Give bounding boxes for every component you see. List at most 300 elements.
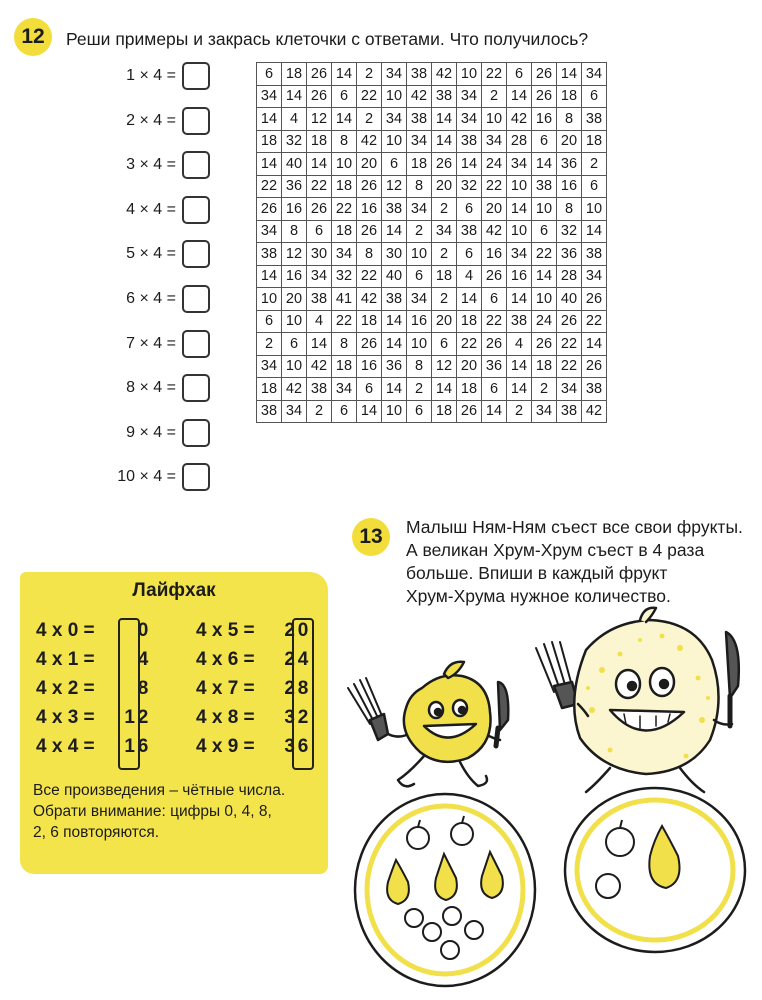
lifehack-units-digit: 6 bbox=[297, 736, 309, 757]
grid-cell[interactable]: 8 bbox=[557, 198, 582, 221]
grid-row bbox=[257, 63, 607, 86]
grid-cell[interactable]: 2 bbox=[407, 220, 432, 243]
grid-cell[interactable]: 10 bbox=[507, 220, 532, 243]
grid-cell[interactable]: 34 bbox=[257, 85, 282, 108]
grid-cell[interactable]: 34 bbox=[457, 85, 482, 108]
grid-cell[interactable]: 20 bbox=[457, 355, 482, 378]
problem-row bbox=[100, 417, 210, 449]
grid-cell[interactable]: 14 bbox=[307, 153, 332, 176]
problem-row bbox=[100, 328, 210, 360]
big-fruit-character bbox=[536, 608, 739, 792]
grid-cell[interactable]: 14 bbox=[557, 63, 582, 86]
grid-cell[interactable]: 26 bbox=[532, 333, 557, 356]
grid-row bbox=[257, 400, 607, 423]
grid-cell[interactable]: 6 bbox=[357, 378, 382, 401]
grid-cell[interactable]: 18 bbox=[532, 355, 557, 378]
grid-cell[interactable]: 38 bbox=[382, 198, 407, 221]
grid-cell[interactable]: 2 bbox=[357, 63, 382, 86]
grid-cell[interactable]: 14 bbox=[507, 288, 532, 311]
grid-row bbox=[257, 310, 607, 333]
task-13-text-line: А великан Хрум-Хрум съест в 4 раза bbox=[406, 540, 705, 560]
grid-row bbox=[257, 108, 607, 131]
grid-cell[interactable]: 18 bbox=[357, 310, 382, 333]
grid-cell[interactable]: 16 bbox=[482, 243, 507, 266]
grid-cell[interactable]: 32 bbox=[282, 130, 307, 153]
grid-cell[interactable]: 6 bbox=[332, 400, 357, 423]
grid-cell[interactable]: 36 bbox=[557, 243, 582, 266]
grid-cell[interactable]: 2 bbox=[307, 400, 332, 423]
lifehack-row-left bbox=[36, 678, 174, 700]
grid-cell[interactable]: 6 bbox=[432, 333, 457, 356]
grid-cell[interactable]: 18 bbox=[432, 400, 457, 423]
grid-cell[interactable]: 34 bbox=[282, 400, 307, 423]
grid-cell[interactable]: 26 bbox=[582, 288, 607, 311]
problem-row bbox=[100, 238, 210, 270]
lifehack-units-digit: 4 bbox=[137, 649, 149, 670]
grid-cell[interactable]: 38 bbox=[407, 108, 432, 131]
grid-cell[interactable]: 22 bbox=[307, 175, 332, 198]
grid-cell[interactable]: 6 bbox=[482, 378, 507, 401]
grid-cell[interactable]: 38 bbox=[257, 400, 282, 423]
grid-row bbox=[257, 288, 607, 311]
grid-cell[interactable]: 16 bbox=[532, 108, 557, 131]
grid-cell[interactable]: 38 bbox=[382, 288, 407, 311]
grid-cell[interactable]: 34 bbox=[507, 153, 532, 176]
grid-cell[interactable]: 38 bbox=[507, 310, 532, 333]
lifehack-note bbox=[33, 780, 323, 843]
grid-cell[interactable]: 22 bbox=[532, 243, 557, 266]
grid-cell[interactable]: 34 bbox=[582, 265, 607, 288]
grid-cell[interactable]: 34 bbox=[332, 243, 357, 266]
grid-cell[interactable]: 14 bbox=[332, 63, 357, 86]
lifehack-equation: 4 x 3 = bbox=[36, 707, 95, 728]
grid-cell[interactable]: 10 bbox=[332, 153, 357, 176]
grid-cell[interactable]: 4 bbox=[307, 310, 332, 333]
grid-cell[interactable]: 14 bbox=[382, 378, 407, 401]
grid-cell[interactable]: 18 bbox=[332, 355, 357, 378]
grid-cell[interactable]: 10 bbox=[507, 175, 532, 198]
grid-cell[interactable]: 10 bbox=[532, 288, 557, 311]
grid-cell[interactable]: 18 bbox=[282, 63, 307, 86]
grid-cell[interactable]: 38 bbox=[407, 63, 432, 86]
lifehack-units-digit: 0 bbox=[137, 620, 149, 641]
grid-cell[interactable]: 14 bbox=[382, 333, 407, 356]
grid-cell[interactable]: 28 bbox=[557, 265, 582, 288]
answer-box[interactable] bbox=[182, 240, 210, 268]
grid-cell[interactable]: 32 bbox=[557, 220, 582, 243]
lifehack-units-digit: 2 bbox=[297, 707, 309, 728]
grid-cell[interactable]: 16 bbox=[282, 265, 307, 288]
grid-cell[interactable]: 14 bbox=[307, 333, 332, 356]
grid-cell[interactable]: 10 bbox=[457, 63, 482, 86]
problem-expression: 2 × 4 = bbox=[126, 111, 176, 129]
grid-cell[interactable]: 20 bbox=[282, 288, 307, 311]
problem-row bbox=[100, 372, 210, 404]
grid-cell[interactable]: 2 bbox=[407, 378, 432, 401]
grid-cell[interactable]: 22 bbox=[332, 310, 357, 333]
grid-cell[interactable]: 14 bbox=[382, 310, 407, 333]
grid-cell[interactable]: 8 bbox=[332, 130, 357, 153]
problem-row bbox=[100, 105, 210, 137]
lifehack-tens-digit: 1 bbox=[124, 736, 135, 757]
grid-cell[interactable]: 22 bbox=[357, 85, 382, 108]
grid-cell[interactable]: 20 bbox=[557, 130, 582, 153]
grid-cell[interactable]: 6 bbox=[382, 153, 407, 176]
grid-cell[interactable]: 18 bbox=[307, 130, 332, 153]
grid-cell[interactable]: 22 bbox=[482, 310, 507, 333]
grid-cell[interactable]: 10 bbox=[482, 108, 507, 131]
grid-cell[interactable]: 38 bbox=[532, 175, 557, 198]
grid-cell[interactable]: 10 bbox=[532, 198, 557, 221]
grid-cell[interactable]: 34 bbox=[457, 108, 482, 131]
grid-cell[interactable]: 2 bbox=[357, 108, 382, 131]
grid-cell[interactable]: 34 bbox=[307, 265, 332, 288]
grid-cell[interactable]: 2 bbox=[582, 153, 607, 176]
problem-row bbox=[100, 283, 210, 315]
grid-cell[interactable]: 12 bbox=[432, 355, 457, 378]
grid-row bbox=[257, 378, 607, 401]
grid-cell[interactable]: 42 bbox=[482, 220, 507, 243]
grid-cell[interactable]: 14 bbox=[532, 265, 557, 288]
grid-cell[interactable]: 36 bbox=[482, 355, 507, 378]
grid-cell[interactable]: 34 bbox=[382, 63, 407, 86]
grid-cell[interactable]: 26 bbox=[357, 175, 382, 198]
grid-cell[interactable]: 38 bbox=[307, 288, 332, 311]
grid-cell[interactable]: 22 bbox=[482, 175, 507, 198]
grid-cell[interactable]: 4 bbox=[507, 333, 532, 356]
grid-cell[interactable]: 14 bbox=[457, 288, 482, 311]
grid-cell[interactable]: 32 bbox=[332, 265, 357, 288]
grid-cell[interactable]: 2 bbox=[257, 333, 282, 356]
lifehack-units-digit: 6 bbox=[137, 736, 149, 757]
grid-cell[interactable]: 22 bbox=[557, 333, 582, 356]
grid-cell[interactable]: 6 bbox=[407, 265, 432, 288]
grid-row bbox=[257, 243, 607, 266]
grid-cell[interactable]: 12 bbox=[307, 108, 332, 131]
grid-cell[interactable]: 38 bbox=[582, 378, 607, 401]
grid-cell[interactable]: 38 bbox=[432, 85, 457, 108]
task-13-text-line: Малыш Ням-Ням съест все свои фрукты. bbox=[406, 517, 743, 537]
grid-cell[interactable]: 40 bbox=[382, 265, 407, 288]
grid-cell[interactable]: 38 bbox=[257, 243, 282, 266]
grid-cell[interactable]: 2 bbox=[507, 400, 532, 423]
grid-cell[interactable]: 10 bbox=[282, 355, 307, 378]
lifehack-equation: 4 x 4 = bbox=[36, 736, 95, 757]
answer-box[interactable] bbox=[182, 62, 210, 90]
grid-cell[interactable]: 26 bbox=[557, 310, 582, 333]
grid-cell[interactable]: 42 bbox=[357, 130, 382, 153]
grid-cell[interactable]: 6 bbox=[257, 310, 282, 333]
lifehack-note-line: 2, 6 повторяются. bbox=[33, 824, 160, 841]
grid-cell[interactable]: 6 bbox=[582, 175, 607, 198]
grid-cell[interactable]: 12 bbox=[382, 175, 407, 198]
grid-cell[interactable]: 34 bbox=[507, 243, 532, 266]
grid-cell[interactable]: 26 bbox=[582, 355, 607, 378]
grid-cell[interactable]: 26 bbox=[482, 265, 507, 288]
grid-cell[interactable]: 2 bbox=[482, 85, 507, 108]
grid-cell[interactable]: 16 bbox=[407, 310, 432, 333]
grid-cell[interactable]: 14 bbox=[432, 108, 457, 131]
grid-cell[interactable]: 22 bbox=[332, 198, 357, 221]
grid-cell[interactable]: 10 bbox=[407, 243, 432, 266]
grid-cell[interactable]: 22 bbox=[482, 63, 507, 86]
grid-cell[interactable]: 36 bbox=[557, 153, 582, 176]
grid-cell[interactable]: 14 bbox=[507, 378, 532, 401]
grid-cell[interactable]: 8 bbox=[282, 220, 307, 243]
grid-cell[interactable]: 26 bbox=[457, 400, 482, 423]
grid-cell[interactable]: 14 bbox=[507, 355, 532, 378]
grid-cell[interactable]: 38 bbox=[582, 243, 607, 266]
grid-cell[interactable]: 34 bbox=[582, 63, 607, 86]
task-13-instruction bbox=[406, 516, 756, 608]
grid-cell[interactable]: 14 bbox=[382, 220, 407, 243]
grid-cell[interactable]: 10 bbox=[407, 333, 432, 356]
grid-cell[interactable]: 26 bbox=[307, 198, 332, 221]
grid-cell[interactable]: 20 bbox=[432, 310, 457, 333]
grid-cell[interactable]: 26 bbox=[482, 333, 507, 356]
grid-cell[interactable]: 24 bbox=[482, 153, 507, 176]
answer-box[interactable] bbox=[182, 419, 210, 447]
grid-cell[interactable]: 8 bbox=[557, 108, 582, 131]
answer-box[interactable] bbox=[182, 107, 210, 135]
lifehack-units-digit: 8 bbox=[137, 678, 149, 699]
grid-cell[interactable]: 38 bbox=[557, 400, 582, 423]
grid-cell[interactable]: 14 bbox=[432, 378, 457, 401]
grid-cell[interactable]: 6 bbox=[532, 130, 557, 153]
big-plate bbox=[565, 788, 745, 952]
grid-cell[interactable]: 10 bbox=[582, 198, 607, 221]
grid-cell[interactable]: 14 bbox=[282, 85, 307, 108]
grid-cell[interactable]: 38 bbox=[582, 108, 607, 131]
grid-cell[interactable]: 34 bbox=[432, 220, 457, 243]
grid-cell[interactable]: 18 bbox=[457, 310, 482, 333]
answer-box[interactable] bbox=[182, 374, 210, 402]
grid-cell[interactable]: 10 bbox=[382, 400, 407, 423]
grid-cell[interactable]: 34 bbox=[407, 130, 432, 153]
grid-cell[interactable]: 14 bbox=[257, 265, 282, 288]
grid-cell[interactable]: 22 bbox=[257, 175, 282, 198]
lifehack-equation: 4 x 0 = bbox=[36, 620, 95, 641]
grid-cell[interactable]: 42 bbox=[582, 400, 607, 423]
grid-cell[interactable]: 38 bbox=[457, 220, 482, 243]
grid-cell[interactable]: 26 bbox=[357, 220, 382, 243]
grid-cell[interactable]: 8 bbox=[407, 175, 432, 198]
grid-cell[interactable]: 6 bbox=[507, 63, 532, 86]
problem-expression: 1 × 4 = bbox=[126, 67, 176, 84]
units-column-box-left bbox=[118, 618, 140, 770]
lifehack-note-line: Обрати внимание: цифры 0, 4, 8, bbox=[33, 803, 272, 820]
lifehack-equation: 4 x 1 = bbox=[36, 649, 95, 670]
grid-cell[interactable]: 41 bbox=[332, 288, 357, 311]
lifehack-equation: 4 x 7 = bbox=[196, 678, 255, 699]
grid-row bbox=[257, 153, 607, 176]
grid-cell[interactable]: 18 bbox=[332, 175, 357, 198]
grid-cell[interactable]: 14 bbox=[332, 108, 357, 131]
grid-cell[interactable]: 24 bbox=[532, 310, 557, 333]
grid-cell[interactable]: 16 bbox=[357, 198, 382, 221]
grid-cell[interactable]: 14 bbox=[532, 153, 557, 176]
lifehack-equation: 4 x 6 = bbox=[196, 649, 255, 670]
grid-cell[interactable]: 26 bbox=[532, 63, 557, 86]
grid-row bbox=[257, 220, 607, 243]
grid-cell[interactable]: 26 bbox=[432, 153, 457, 176]
grid-cell[interactable]: 34 bbox=[482, 130, 507, 153]
grid-cell[interactable]: 6 bbox=[332, 85, 357, 108]
grid-cell[interactable]: 26 bbox=[532, 85, 557, 108]
grid-cell[interactable]: 18 bbox=[432, 265, 457, 288]
lifehack-title: Лайфхак bbox=[132, 580, 216, 601]
grid-cell[interactable]: 14 bbox=[507, 198, 532, 221]
problem-expression: 4 × 4 = bbox=[126, 200, 176, 218]
grid-cell[interactable]: 18 bbox=[407, 153, 432, 176]
grid-cell[interactable]: 14 bbox=[457, 153, 482, 176]
grid-cell[interactable]: 28 bbox=[507, 130, 532, 153]
answer-box[interactable] bbox=[182, 285, 210, 313]
problem-row bbox=[100, 60, 210, 92]
grid-cell[interactable]: 42 bbox=[432, 63, 457, 86]
lifehack-row-left bbox=[36, 649, 174, 671]
grid-cell[interactable]: 34 bbox=[407, 288, 432, 311]
grid-cell[interactable]: 6 bbox=[482, 288, 507, 311]
grid-cell[interactable]: 4 bbox=[282, 108, 307, 131]
grid-cell[interactable]: 18 bbox=[257, 130, 282, 153]
lifehack-equation: 4 x 2 = bbox=[36, 678, 95, 699]
grid-cell[interactable]: 14 bbox=[432, 130, 457, 153]
grid-row bbox=[257, 265, 607, 288]
fork-icon-large bbox=[536, 642, 578, 708]
grid-cell[interactable]: 36 bbox=[382, 355, 407, 378]
lifehack-note-line: Все произведения – чётные числа. bbox=[33, 782, 286, 799]
grid-cell[interactable]: 6 bbox=[457, 243, 482, 266]
grid-cell[interactable]: 38 bbox=[457, 130, 482, 153]
grid-cell[interactable]: 34 bbox=[382, 108, 407, 131]
grid-cell[interactable]: 22 bbox=[582, 310, 607, 333]
grid-cell[interactable]: 6 bbox=[257, 63, 282, 86]
grid-cell[interactable]: 42 bbox=[407, 85, 432, 108]
grid-cell[interactable]: 20 bbox=[482, 198, 507, 221]
grid-cell[interactable]: 4 bbox=[457, 265, 482, 288]
grid-cell[interactable]: 16 bbox=[357, 355, 382, 378]
problem-row bbox=[100, 149, 210, 181]
grid-cell[interactable]: 32 bbox=[457, 175, 482, 198]
grid-cell[interactable]: 34 bbox=[257, 220, 282, 243]
grid-cell[interactable]: 14 bbox=[482, 400, 507, 423]
grid-cell[interactable]: 16 bbox=[507, 265, 532, 288]
grid-cell[interactable]: 6 bbox=[582, 85, 607, 108]
fork-icon bbox=[348, 678, 388, 740]
grid-cell[interactable]: 14 bbox=[357, 400, 382, 423]
grid-cell[interactable]: 14 bbox=[582, 220, 607, 243]
grid-cell[interactable]: 8 bbox=[407, 355, 432, 378]
problem-expression: 6 × 4 = bbox=[126, 290, 176, 307]
task-12-number-badge: 12 bbox=[14, 18, 52, 56]
problem-expression: 9 × 4 = bbox=[126, 423, 176, 441]
grid-row bbox=[257, 85, 607, 108]
grid-cell[interactable]: 14 bbox=[507, 85, 532, 108]
grid-cell[interactable]: 18 bbox=[457, 378, 482, 401]
grid-cell[interactable]: 18 bbox=[557, 85, 582, 108]
grid-cell[interactable]: 30 bbox=[307, 243, 332, 266]
lifehack-units-digit: 0 bbox=[297, 620, 309, 641]
grid-cell[interactable]: 42 bbox=[282, 378, 307, 401]
grid-cell[interactable]: 10 bbox=[257, 288, 282, 311]
grid-row bbox=[257, 130, 607, 153]
grid-cell[interactable]: 42 bbox=[307, 355, 332, 378]
answer-grid bbox=[256, 62, 607, 423]
lifehack-row-left bbox=[36, 620, 174, 642]
fruit-characters-illustration bbox=[340, 600, 750, 995]
grid-cell[interactable]: 2 bbox=[432, 288, 457, 311]
grid-cell[interactable]: 10 bbox=[382, 130, 407, 153]
grid-cell[interactable]: 14 bbox=[257, 108, 282, 131]
lifehack-row-left bbox=[36, 707, 174, 729]
grid-cell[interactable]: 40 bbox=[282, 153, 307, 176]
grid-cell[interactable]: 6 bbox=[407, 400, 432, 423]
grid-cell[interactable]: 16 bbox=[557, 175, 582, 198]
grid-cell[interactable]: 10 bbox=[382, 85, 407, 108]
grid-cell[interactable]: 18 bbox=[582, 130, 607, 153]
lifehack-equation: 4 x 8 = bbox=[196, 707, 255, 728]
grid-cell[interactable]: 22 bbox=[357, 265, 382, 288]
lifehack-tens-digit: 2 bbox=[284, 649, 295, 670]
answer-box[interactable] bbox=[182, 151, 210, 179]
grid-cell[interactable]: 18 bbox=[332, 220, 357, 243]
grid-cell[interactable]: 8 bbox=[332, 333, 357, 356]
grid-cell[interactable]: 2 bbox=[432, 243, 457, 266]
lifehack-units-digit: 8 bbox=[297, 678, 309, 699]
grid-cell[interactable]: 2 bbox=[432, 198, 457, 221]
answer-box[interactable] bbox=[182, 463, 210, 491]
grid-cell[interactable]: 30 bbox=[382, 243, 407, 266]
grid-cell[interactable]: 6 bbox=[307, 220, 332, 243]
grid-cell[interactable]: 2 bbox=[532, 378, 557, 401]
grid-cell[interactable]: 38 bbox=[307, 378, 332, 401]
small-fruit-character bbox=[348, 662, 508, 787]
grid-cell[interactable]: 20 bbox=[357, 153, 382, 176]
grid-cell[interactable]: 22 bbox=[457, 333, 482, 356]
grid-cell[interactable]: 40 bbox=[557, 288, 582, 311]
grid-cell[interactable]: 34 bbox=[557, 378, 582, 401]
grid-cell[interactable]: 14 bbox=[582, 333, 607, 356]
grid-cell[interactable]: 42 bbox=[357, 288, 382, 311]
grid-cell[interactable]: 12 bbox=[282, 243, 307, 266]
grid-cell[interactable]: 26 bbox=[307, 63, 332, 86]
answer-box[interactable] bbox=[182, 330, 210, 358]
grid-cell[interactable]: 36 bbox=[282, 175, 307, 198]
grid-cell[interactable]: 26 bbox=[357, 333, 382, 356]
grid-cell[interactable]: 34 bbox=[257, 355, 282, 378]
grid-cell[interactable]: 6 bbox=[457, 198, 482, 221]
grid-cell[interactable]: 42 bbox=[507, 108, 532, 131]
answer-box[interactable] bbox=[182, 196, 210, 224]
lifehack-tens-digit: 3 bbox=[284, 707, 295, 728]
grid-cell[interactable]: 10 bbox=[282, 310, 307, 333]
grid-cell[interactable]: 26 bbox=[257, 198, 282, 221]
grid-cell[interactable]: 20 bbox=[432, 175, 457, 198]
grid-cell[interactable]: 8 bbox=[357, 243, 382, 266]
grid-cell[interactable]: 34 bbox=[532, 400, 557, 423]
grid-cell[interactable]: 34 bbox=[407, 198, 432, 221]
grid-cell[interactable]: 34 bbox=[332, 378, 357, 401]
grid-cell[interactable]: 6 bbox=[282, 333, 307, 356]
grid-cell[interactable]: 6 bbox=[532, 220, 557, 243]
grid-cell[interactable]: 18 bbox=[257, 378, 282, 401]
grid-cell[interactable]: 16 bbox=[282, 198, 307, 221]
grid-cell[interactable]: 14 bbox=[257, 153, 282, 176]
grid-cell[interactable]: 22 bbox=[557, 355, 582, 378]
small-plate bbox=[355, 794, 535, 986]
grid-cell[interactable]: 26 bbox=[307, 85, 332, 108]
